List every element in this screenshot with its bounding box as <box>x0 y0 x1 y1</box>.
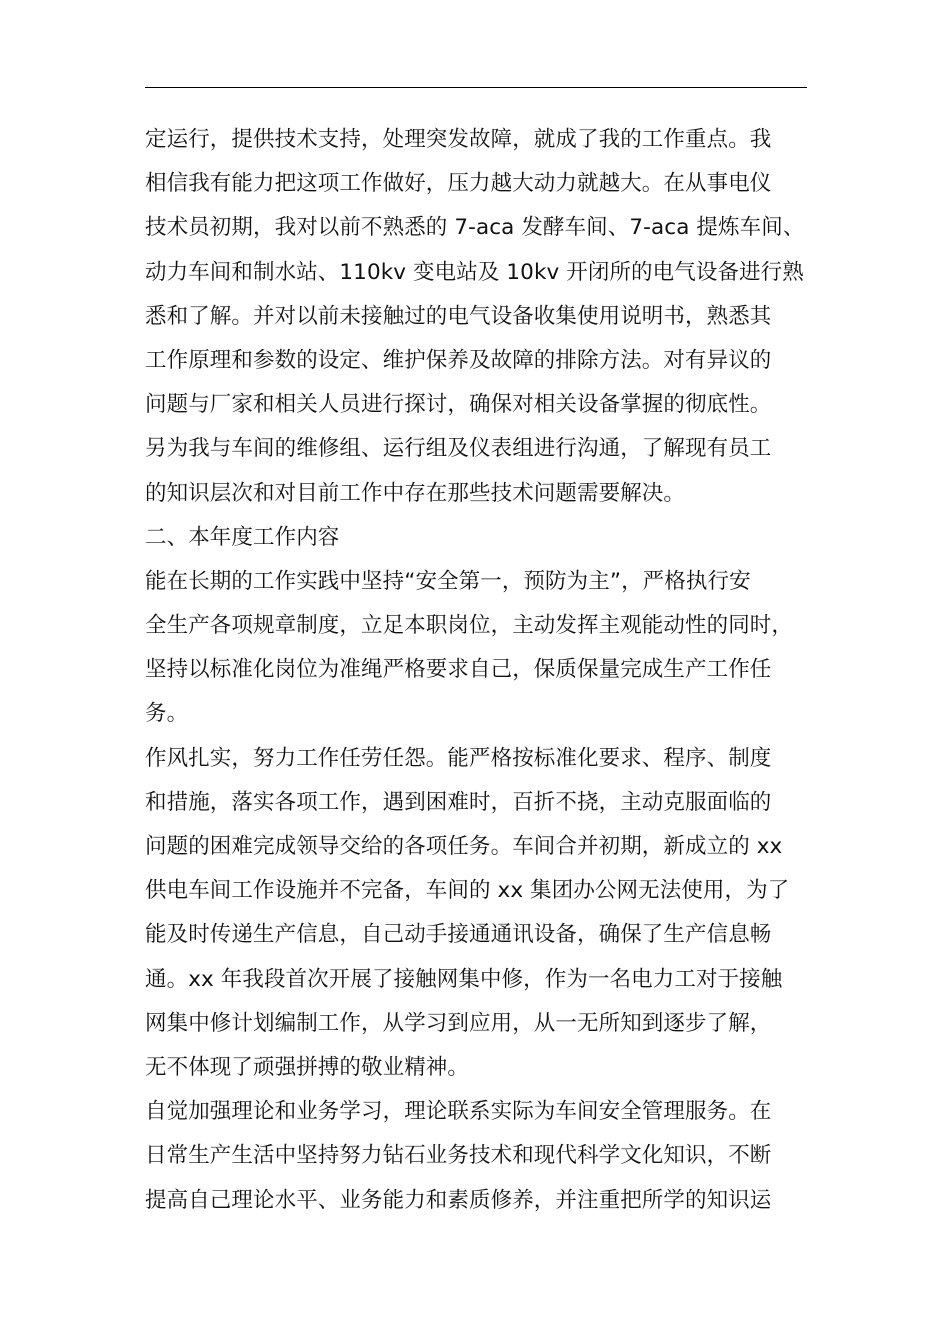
document-body <box>145 118 815 1223</box>
text-line: 坚持以标准化岗位为准绳严格要求自己，保质保量完成生产工作任 <box>145 657 772 683</box>
text-line: 提高自己理论水平、业务能力和素质修养，并注重把所学的知识运 <box>145 1187 772 1213</box>
text-line: 能在长期的工作实践中坚持“安全第一，预防为主”，严格执行安 <box>145 568 751 594</box>
text-line: 动力车间和制水站、110kv 变电站及 10kv 开闭所的电气设备进行熟 <box>145 259 804 285</box>
text-line: 通。xx 年我段首次开展了接触网集中修，作为一名电力工对于接触 <box>145 966 783 992</box>
text-line: 工作原理和参数的设定、维护保养及故障的排除方法。对有异议的 <box>145 347 772 373</box>
text-line: 无不体现了顽强拼搏的敬业精神。 <box>145 1054 470 1080</box>
text-line: 日常生产生活中坚持努力钻石业务技术和现代科学文化知识，不断 <box>145 1143 772 1169</box>
text-line: 另为我与车间的维修组、运行组及仪表组进行沟通，了解现有员工 <box>145 436 772 462</box>
section-heading: 二、本年度工作内容 <box>145 524 340 550</box>
text-line: 的知识层次和对目前工作中存在那些技术问题需要解决。 <box>145 480 686 506</box>
text-line: 作风扎实，努力工作任劳任怨。能严格按标准化要求、程序、制度 <box>145 745 772 771</box>
text-line: 问题与厂家和相关人员进行探讨，确保对相关设备掌握的彻底性。 <box>145 392 772 418</box>
text-line: 供电车间工作设施并不完备，车间的 xx 集团办公网无法使用，为了 <box>145 878 790 904</box>
text-line: 务。 <box>145 701 189 727</box>
text-line: 问题的困难完成领导交给的各项任务。车间合并初期，新成立的 xx <box>145 834 783 859</box>
text-line: 全生产各项规章制度，立足本职岗位，主动发挥主观能动性的同时， <box>145 613 794 639</box>
text-line: 技术员初期，我对以前不熟悉的 7-aca 发酵车间、7-aca 提炼车间、 <box>145 215 805 241</box>
text-line: 能及时传递生产信息，自己动手接通通讯设备，确保了生产信息畅 <box>145 922 772 948</box>
text-line: 和措施，落实各项工作，遇到困难时，百折不挠，主动克服面临的 <box>145 789 772 815</box>
header-rule <box>145 87 807 88</box>
text-line: 网集中修计划编制工作，从学习到应用，从一无所知到逐步了解， <box>145 1010 772 1036</box>
text-line: 自觉加强理论和业务学习，理论联系实际为车间安全管理服务。在 <box>145 1099 772 1125</box>
text-line: 悉和了解。并对以前未接触过的电气设备收集使用说明书，熟悉其 <box>145 303 772 329</box>
text-line: 相信我有能力把这项工作做好，压力越大动力就越大。在从事电仪 <box>145 171 772 197</box>
text-line: 定运行，提供技术支持，处理突发故障，就成了我的工作重点。我 <box>145 127 772 152</box>
